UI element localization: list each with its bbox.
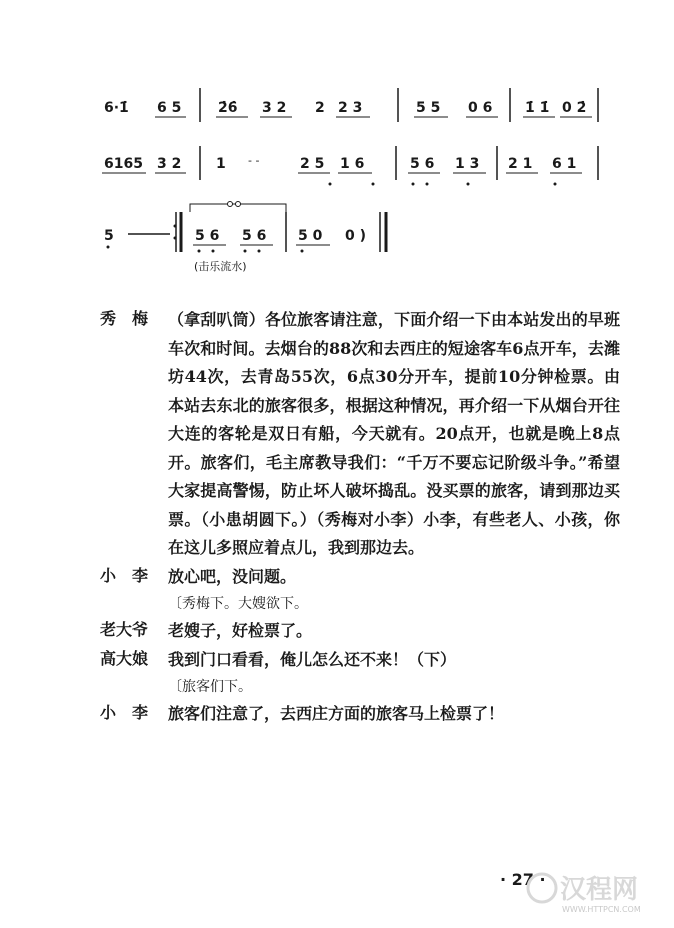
score-note: 5 6	[242, 228, 267, 244]
dialogue-text: 我到门口看看，俺儿怎么还不来！（下）	[168, 649, 457, 669]
stage-direction-text: 〔秀梅下。大嫂欲下。	[168, 596, 308, 612]
score-note: 2 5	[300, 156, 325, 172]
dialogue-line	[100, 646, 620, 675]
score-note: 2 3	[338, 100, 363, 116]
speaker-name: 秀 梅	[100, 309, 149, 328]
score-note: 5 0	[298, 228, 323, 244]
stage-direction-text: 〔旅客们下。	[168, 679, 252, 695]
score-note: 1 3	[455, 156, 480, 172]
music-score	[0, 0, 674, 290]
score-note: 5	[104, 228, 114, 244]
script-body	[100, 306, 620, 729]
score-dash: - -	[248, 154, 260, 167]
score-svg	[0, 0, 674, 290]
dialogue-text: （拿刮叭筒）各位旅客请注意，下面介绍一下由本站发出的早班车次和时间。去烟台的88次和去西庄的短途客车6点开车，去潍坊44次，去青岛55次，6点30分开车，提前10分钟检票。由本站去东北的旅客很多，根据这种情况，再介绍一下从烟台开往大连的客轮是双日有船，今天就有。20点开，也就是晚上8点开。旅客们，毛主席教导我们：“千万不要忘记阶级斗争。”希望大家提高警惕，防止坏人破坏捣乱。没买票的旅客，请到那边买票。（小患胡圆下。）（秀梅对小李）小李，有些老人、小孩，你在这儿多照应着点儿，我到那边去。	[168, 310, 620, 557]
dialogue-line	[100, 617, 620, 646]
score-note: 2̇6̇	[218, 100, 238, 116]
score-note: 1 6	[340, 156, 365, 172]
score-note: 0 6	[468, 100, 493, 116]
score-note: 6·1̇	[104, 100, 129, 116]
speaker-name: 高大娘	[100, 648, 149, 668]
speaker-name: 老大爷	[100, 620, 149, 639]
speaker-name: 小 李	[100, 703, 149, 722]
score-note: 3 2	[157, 156, 182, 172]
score-note: 5 5	[416, 100, 441, 116]
score-row-3	[104, 202, 386, 274]
score-note: 6165	[104, 156, 143, 172]
dialogue-text: 放心吧，没问题。	[168, 566, 297, 586]
score-note: 1	[216, 156, 226, 172]
dialogue-line	[100, 306, 620, 563]
page-number: · 27 ·	[500, 870, 546, 889]
dialogue-line	[100, 563, 620, 592]
dialogue-line	[100, 700, 620, 729]
score-note: 2 1	[508, 156, 533, 172]
stage-direction	[100, 591, 620, 617]
score-note: 2	[315, 100, 325, 116]
score-note: 0 2̇	[562, 100, 587, 116]
watermark-logo	[520, 868, 670, 918]
score-note: 0 )	[345, 228, 367, 244]
score-row-2	[102, 146, 598, 186]
score-caption: (击乐流水)	[194, 260, 247, 273]
score-note: 6 5	[157, 100, 182, 116]
score-note: 5 6	[410, 156, 435, 172]
score-note: 3 2	[262, 100, 287, 116]
stage-direction	[100, 674, 620, 700]
watermark-url: WWW.HTTPCN.COM	[562, 905, 641, 914]
score-note: 6 1	[552, 156, 577, 172]
score-note: 1̇ 1̇	[525, 100, 550, 116]
speaker-name: 小 李	[100, 565, 149, 585]
score-note: 5 6	[195, 228, 220, 244]
watermark-brand: 汉程网	[560, 875, 639, 905]
dialogue-text: 旅客们注意了，去西庄方面的旅客马上检票了！	[168, 704, 505, 723]
dialogue-text: 老嫂子，好检票了。	[168, 621, 313, 640]
score-row-1	[104, 88, 598, 122]
watermark-svg	[520, 868, 670, 918]
